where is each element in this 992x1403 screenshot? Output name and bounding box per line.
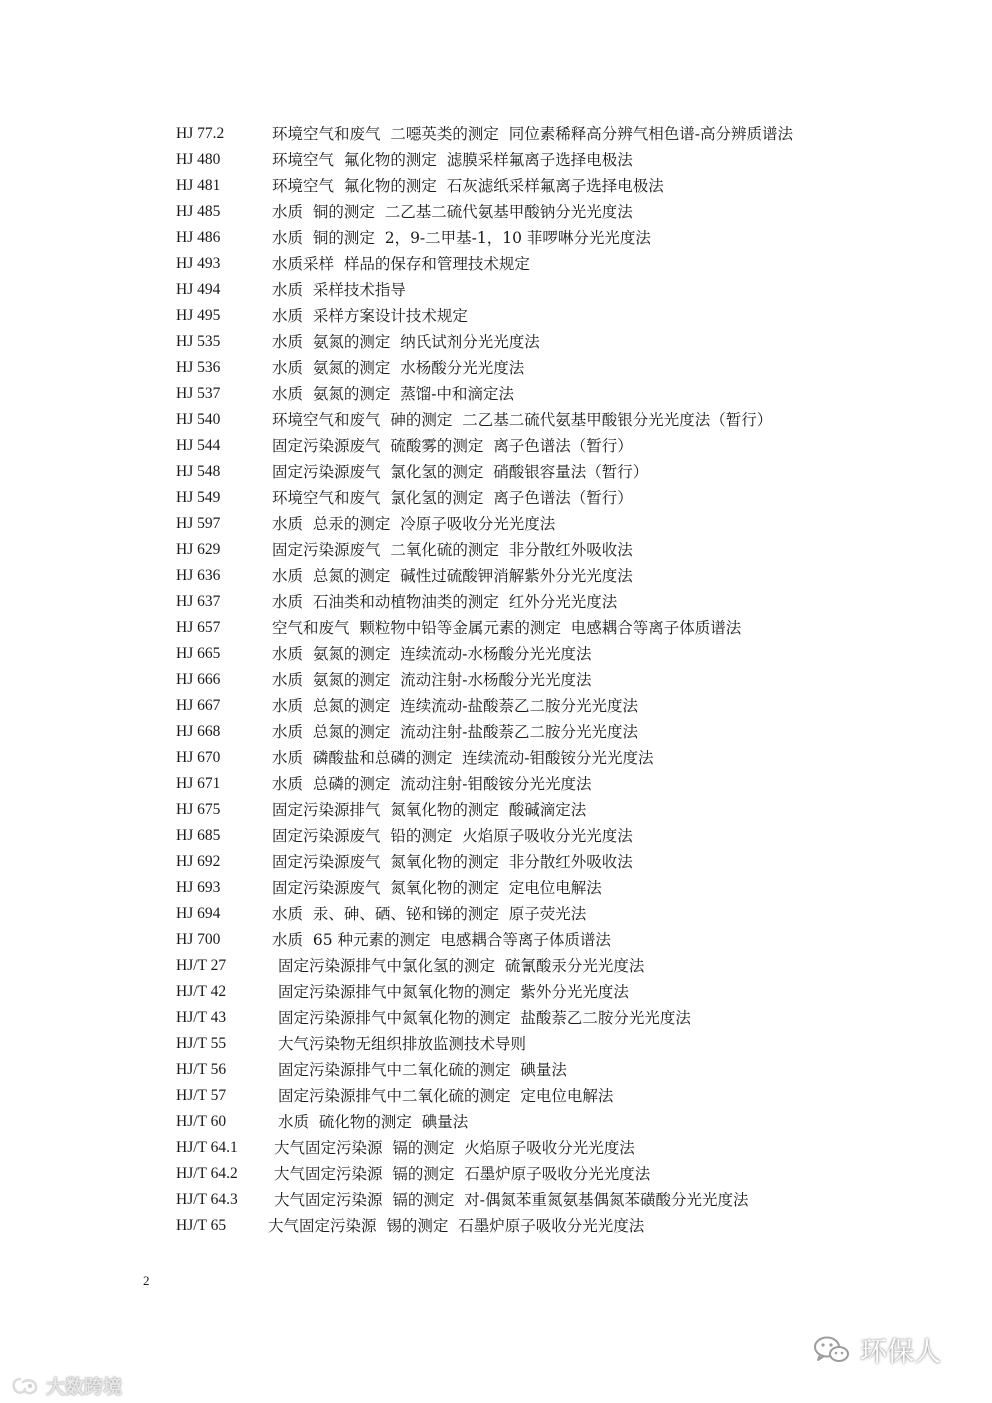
standard-code: HJ 666	[176, 671, 221, 688]
standard-row	[176, 589, 876, 615]
standard-code: HJ 481	[176, 177, 221, 194]
standard-code: HJ 693	[176, 879, 221, 896]
standard-row	[176, 355, 876, 381]
standard-row	[176, 771, 876, 797]
standard-row	[176, 1005, 876, 1031]
standard-row	[176, 641, 876, 667]
watermark-left-text: 大数跨境	[46, 1376, 123, 1398]
standard-title: 环境空气和废气 氯化氢的测定 离子色谱法（暂行）	[272, 489, 633, 507]
standard-title: 固定污染源排气 氮氧化物的测定 酸碱滴定法	[272, 801, 587, 819]
standard-title: 空气和废气 颗粒物中铅等金属元素的测定 电感耦合等离子体质谱法	[272, 619, 742, 637]
standard-code: HJ 493	[176, 255, 221, 272]
standard-title: 环境空气 氟化物的测定 滤膜采样氟离子选择电极法	[272, 151, 633, 169]
standard-row	[176, 381, 876, 407]
standard-row	[176, 1083, 876, 1109]
standard-code: HJ 597	[176, 515, 221, 532]
standard-title: 水质 汞、砷、硒、铋和锑的测定 原子荧光法	[272, 905, 587, 923]
standard-code: HJ 548	[176, 463, 221, 480]
standard-code: HJ 694	[176, 905, 221, 922]
standard-row	[176, 277, 876, 303]
standard-title: 水质 总氮的测定 碱性过硫酸钾消解紫外分光光度法	[272, 567, 633, 585]
standard-title: 大气固定污染源 镉的测定 石墨炉原子吸收分光光度法	[274, 1165, 651, 1183]
standard-code: HJ 536	[176, 359, 221, 376]
standard-title: 水质 硫化物的测定 碘量法	[278, 1113, 469, 1131]
standard-row	[176, 537, 876, 563]
standard-row	[176, 225, 876, 251]
standard-code: HJ 537	[176, 385, 221, 402]
page-number: 2	[143, 1273, 150, 1288]
standard-row	[176, 875, 876, 901]
watermark-right-text: 环保人	[860, 1337, 941, 1368]
watermark-right	[812, 1330, 941, 1369]
standard-row	[176, 719, 876, 745]
standard-code: HJ/T 55	[176, 1035, 227, 1052]
standard-code: HJ/T 64.2	[176, 1165, 238, 1182]
standard-code: HJ/T 64.3	[176, 1191, 238, 1208]
standard-row	[176, 173, 876, 199]
standard-row	[176, 251, 876, 277]
standard-title: 固定污染源排气中二氧化硫的测定 碘量法	[278, 1061, 567, 1079]
wechat-icon	[812, 1334, 852, 1366]
standard-title: 环境空气和废气 砷的测定 二乙基二硫代氨基甲酸银分光光度法（暂行）	[272, 411, 773, 429]
standard-title: 固定污染源废气 氯化氢的测定 硝酸银容量法（暂行）	[272, 463, 649, 481]
standard-title: 水质 总氮的测定 流动注射-盐酸萘乙二胺分光光度法	[272, 723, 638, 741]
standard-row	[176, 1187, 876, 1213]
standard-row	[176, 979, 876, 1005]
standard-row	[176, 199, 876, 225]
standard-row	[176, 1031, 876, 1057]
standard-title: 大气固定污染源 镉的测定 对-偶氮苯重氮氨基偶氮苯磺酸分光光度法	[274, 1191, 749, 1209]
watermark-left	[10, 1372, 122, 1399]
standard-code: HJ/T 57	[176, 1087, 227, 1104]
standard-code: HJ 535	[176, 333, 221, 350]
standard-row	[176, 433, 876, 459]
standard-row	[176, 1213, 876, 1239]
standard-code: HJ 540	[176, 411, 221, 428]
standard-code: HJ 667	[176, 697, 221, 714]
standard-code: HJ 700	[176, 931, 221, 948]
standard-code: HJ 485	[176, 203, 221, 220]
standard-code: HJ 480	[176, 151, 221, 168]
standard-code: HJ 668	[176, 723, 221, 740]
standard-row	[176, 1109, 876, 1135]
standard-row	[176, 1135, 876, 1161]
standard-code: HJ 685	[176, 827, 221, 844]
standard-title: 水质 磷酸盐和总磷的测定 连续流动-钼酸铵分光光度法	[272, 749, 654, 767]
standard-row	[176, 1057, 876, 1083]
standard-code: HJ 544	[176, 437, 221, 454]
standard-row	[176, 615, 876, 641]
standard-title: 水质采样 样品的保存和管理技术规定	[272, 255, 530, 273]
standard-title: 水质 铜的测定 二乙基二硫代氨基甲酸钠分光光度法	[272, 203, 633, 221]
standard-code: HJ 486	[176, 229, 221, 246]
standard-row	[176, 1161, 876, 1187]
standard-title: 水质 氨氮的测定 纳氏试剂分光光度法	[272, 333, 540, 351]
standard-row	[176, 667, 876, 693]
standard-code: HJ 636	[176, 567, 221, 584]
standard-title: 水质 采样技术指导	[272, 281, 406, 299]
standard-code: HJ 495	[176, 307, 221, 324]
standard-title: 大气固定污染源 镉的测定 火焰原子吸收分光光度法	[274, 1139, 635, 1157]
standard-title: 水质 氨氮的测定 水杨酸分光光度法	[272, 359, 525, 377]
standard-row	[176, 459, 876, 485]
standard-code: HJ 671	[176, 775, 221, 792]
standard-code: HJ 692	[176, 853, 221, 870]
standard-row	[176, 693, 876, 719]
standard-code: HJ 665	[176, 645, 221, 662]
standard-row	[176, 303, 876, 329]
standard-row	[176, 849, 876, 875]
standard-code: HJ/T 65	[176, 1217, 227, 1234]
standard-code: HJ 675	[176, 801, 221, 818]
standard-row	[176, 823, 876, 849]
standard-title: 水质 65 种元素的测定 电感耦合等离子体质谱法	[272, 931, 611, 949]
standard-title: 水质 石油类和动植物油类的测定 红外分光光度法	[272, 593, 618, 611]
watermark-logo-icon	[10, 1375, 42, 1397]
standard-title: 固定污染源排气中二氧化硫的测定 定电位电解法	[278, 1087, 614, 1105]
standard-title: 固定污染源废气 氮氧化物的测定 定电位电解法	[272, 879, 602, 897]
standard-row	[176, 329, 876, 355]
standard-title: 固定污染源废气 二氧化硫的测定 非分散红外吸收法	[272, 541, 633, 559]
standard-code: HJ 637	[176, 593, 221, 610]
standard-row	[176, 797, 876, 823]
standard-row	[176, 927, 876, 953]
standard-row	[176, 407, 876, 433]
standard-row	[176, 511, 876, 537]
standard-row	[176, 485, 876, 511]
standard-row	[176, 745, 876, 771]
standard-title: 水质 采样方案设计技术规定	[272, 307, 468, 325]
standard-title: 固定污染源排气中氮氧化物的测定 盐酸萘乙二胺分光光度法	[278, 1009, 691, 1027]
standard-code: HJ 657	[176, 619, 221, 636]
standard-code: HJ 77.2	[176, 125, 225, 142]
standard-title: 固定污染源废气 硫酸雾的测定 离子色谱法（暂行）	[272, 437, 633, 455]
standard-title: 大气固定污染源 锡的测定 石墨炉原子吸收分光光度法	[268, 1217, 645, 1235]
standard-code: HJ/T 27	[176, 957, 227, 974]
standard-title: 固定污染源排气中氮氧化物的测定 紫外分光光度法	[278, 983, 629, 1001]
standard-code: HJ/T 60	[176, 1113, 227, 1130]
standard-title: 水质 总磷的测定 流动注射-钼酸铵分光光度法	[272, 775, 592, 793]
standard-title: 环境空气 氟化物的测定 石灰滤纸采样氟离子选择电极法	[272, 177, 664, 195]
standard-code: HJ 494	[176, 281, 221, 298]
standard-row	[176, 147, 876, 173]
standard-code: HJ/T 42	[176, 983, 227, 1000]
standard-title: 固定污染源废气 氮氧化物的测定 非分散红外吸收法	[272, 853, 633, 871]
standards-list	[176, 121, 876, 1239]
standard-title: 水质 铜的测定 2，9-二甲基-1，10 菲啰啉分光光度法	[272, 229, 651, 247]
standard-row	[176, 953, 876, 979]
standard-title: 大气污染物无组织排放监测技术导则	[278, 1035, 527, 1053]
standard-row	[176, 901, 876, 927]
standard-code: HJ 629	[176, 541, 221, 558]
standard-title: 水质 氨氮的测定 蒸馏-中和滴定法	[272, 385, 514, 403]
standard-title: 环境空气和废气 二噁英类的测定 同位素稀释高分辨气相色谱-高分辨质谱法	[272, 125, 793, 143]
standard-row	[176, 121, 876, 147]
standard-title: 水质 氨氮的测定 连续流动-水杨酸分光光度法	[272, 645, 592, 663]
standard-row	[176, 563, 876, 589]
standard-code: HJ/T 43	[176, 1009, 227, 1026]
standard-title: 水质 总氮的测定 连续流动-盐酸萘乙二胺分光光度法	[272, 697, 638, 715]
standard-code: HJ/T 64.1	[176, 1139, 238, 1156]
standard-title: 水质 氨氮的测定 流动注射-水杨酸分光光度法	[272, 671, 592, 689]
standard-code: HJ 670	[176, 749, 221, 766]
standard-title: 固定污染源废气 铅的测定 火焰原子吸收分光光度法	[272, 827, 633, 845]
standard-title: 固定污染源排气中氯化氢的测定 硫氰酸汞分光光度法	[278, 957, 645, 975]
standard-code: HJ/T 56	[176, 1061, 227, 1078]
standard-code: HJ 549	[176, 489, 221, 506]
standard-title: 水质 总汞的测定 冷原子吸收分光光度法	[272, 515, 556, 533]
